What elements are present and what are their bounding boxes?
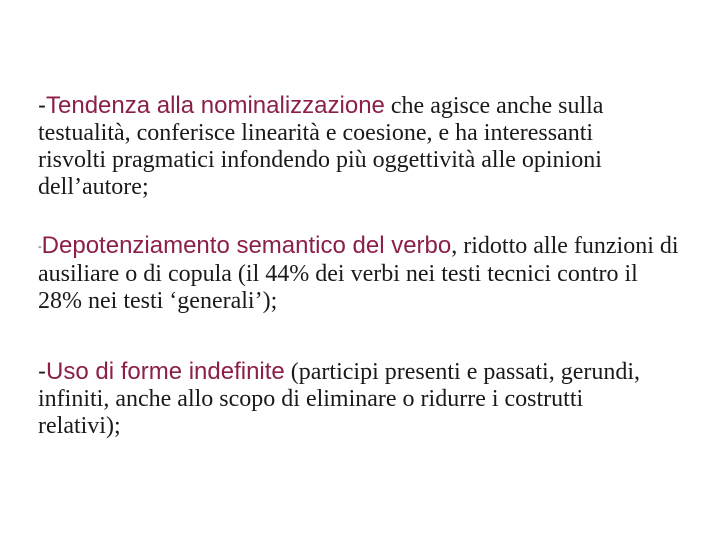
line-text: , ridotto alle funzioni di [451, 233, 679, 259]
bullet-dash: - [38, 240, 42, 253]
paragraph-nominalizzazione [38, 92, 720, 201]
paragraph-line: testualità, conferisce linearità e coesione, e ha interessanti [38, 120, 594, 146]
paragraph-line: infiniti, anche allo scopo di eliminare o ridurre i costrutti [38, 386, 584, 412]
paragraph-line: ausiliare o di copula (il 44% dei verbi nei testi tecnici contro il [38, 260, 638, 287]
paragraph-line: 28% nei testi ‘generali’); [38, 287, 278, 314]
paragraph-line: relativi); [38, 413, 121, 439]
line-text: che agisce anche sulla [384, 93, 604, 119]
paragraph-line [38, 358, 720, 386]
paragraph-line [38, 92, 720, 120]
paragraph-forme-indefinite [38, 358, 720, 440]
line-text: (participi presenti e passati, gerundi, [284, 359, 640, 385]
paragraph-line [38, 232, 720, 261]
bullet-dash: - [38, 92, 46, 119]
key-term: Tendenza alla nominalizzazione [46, 92, 385, 119]
paragraph-line: dell’autore; [38, 174, 149, 200]
paragraph-depotenziamento [38, 232, 720, 315]
paragraph-line: risvolti pragmatici infondendo più oggettività alle opinioni [38, 147, 602, 173]
key-term: Uso di forme indefinite [46, 358, 285, 385]
key-term: Depotenziamento semantico del verbo [41, 232, 452, 259]
bullet-dash: - [38, 358, 46, 385]
